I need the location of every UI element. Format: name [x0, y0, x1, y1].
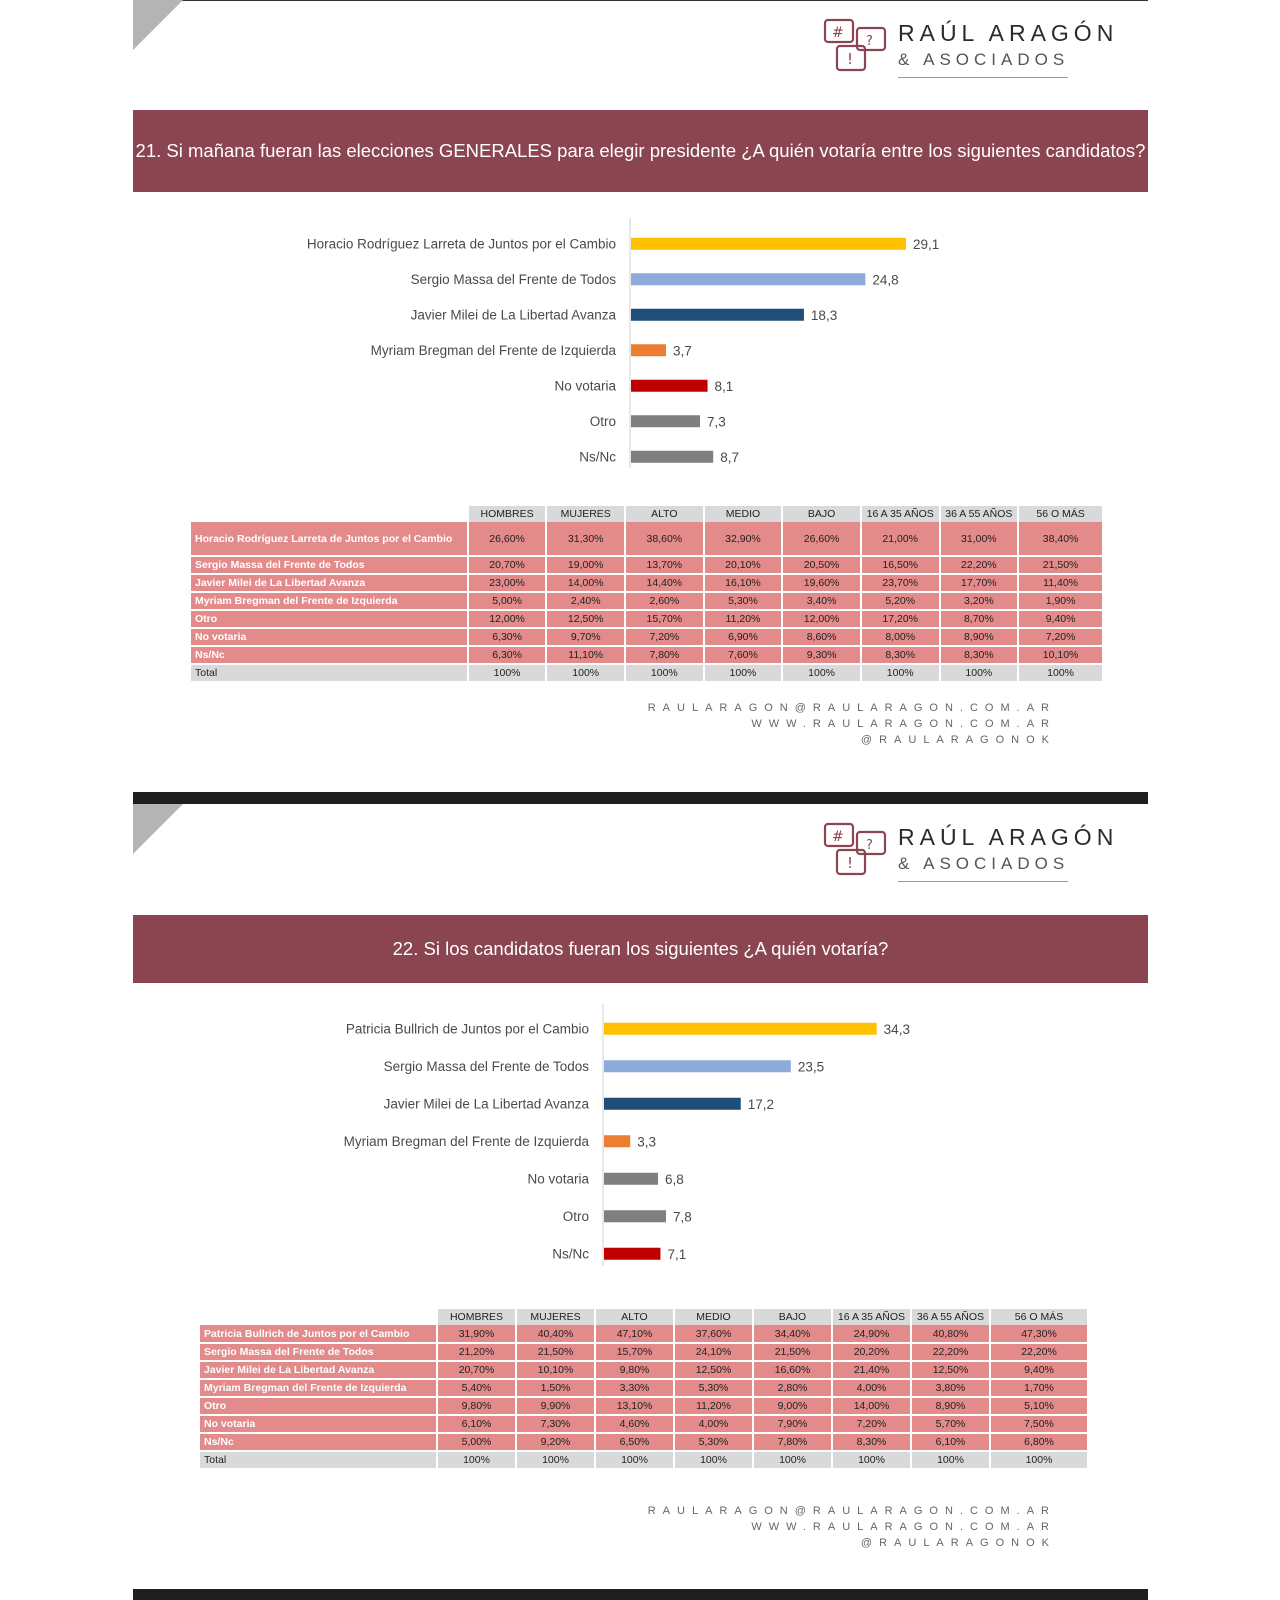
bar: [604, 1023, 877, 1035]
table-row: [190, 610, 1102, 628]
table-cell: 5,00%: [468, 592, 547, 610]
row-label: Sergio Massa del Frente de Todos: [199, 1343, 437, 1361]
bar: [631, 309, 804, 321]
table-cell: 6,80%: [990, 1433, 1087, 1451]
row-label: No votaria: [199, 1415, 437, 1433]
table-row: [199, 1343, 1087, 1361]
table-cell: 21,20%: [437, 1343, 516, 1361]
svg-text:#: #: [832, 829, 844, 845]
value-label: 7,1: [667, 1246, 687, 1262]
table-cell: 6,30%: [468, 646, 547, 664]
table-cell: 100%: [546, 664, 625, 682]
table-cell: 4,00%: [674, 1415, 753, 1433]
row-label: Otro: [190, 610, 468, 628]
table-row: [190, 574, 1102, 592]
table-cell: 5,30%: [704, 592, 783, 610]
table-cell: 7,30%: [516, 1415, 595, 1433]
table-cell: 24,10%: [674, 1343, 753, 1361]
category-label: Horacio Rodríguez Larreta de Juntos por el Cambio: [306, 236, 616, 252]
table-cell: 5,70%: [911, 1415, 990, 1433]
table-cell: 14,00%: [546, 574, 625, 592]
table-cell: 5,30%: [674, 1433, 753, 1451]
table-cell: 13,10%: [595, 1397, 674, 1415]
table-cell: 100%: [595, 1451, 674, 1469]
table-cell: 8,30%: [940, 646, 1019, 664]
table-cell: 6,90%: [704, 628, 783, 646]
table-cell: 22,20%: [990, 1343, 1087, 1361]
bar: [631, 451, 713, 463]
table-row: [190, 556, 1102, 574]
table-cell: 100%: [753, 1451, 832, 1469]
contact-social: @RAULARAGONOK: [860, 1537, 1056, 1549]
table-cell: 20,10%: [704, 556, 783, 574]
table-cell: 22,20%: [940, 556, 1019, 574]
row-label: Total: [199, 1451, 437, 1469]
bar: [604, 1210, 666, 1222]
row-label: Patricia Bullrich de Juntos por el Cambio: [199, 1325, 437, 1343]
value-label: 17,2: [747, 1096, 775, 1112]
value-label: 8,1: [714, 378, 734, 394]
table-cell: 100%: [832, 1451, 911, 1469]
column-header: HOMBRES: [437, 1309, 516, 1325]
bar: [631, 344, 666, 356]
column-header: 36 A 55 AÑOS: [940, 506, 1019, 522]
table-cell: 9,00%: [753, 1397, 832, 1415]
table-cell: 7,80%: [625, 646, 704, 664]
row-label: Ns/Nc: [190, 646, 468, 664]
table-cell: 47,30%: [990, 1325, 1087, 1343]
table-cell: 16,50%: [861, 556, 940, 574]
row-label: Total: [190, 664, 468, 682]
speech-bubbles-icon: [823, 822, 889, 880]
question-title: 21. Si mañana fueran las elecciones GENERALES para elegir presidente ¿A quién votaría entre los siguientes candidatos?: [133, 110, 1148, 192]
category-label: Ns/Nc: [579, 449, 616, 465]
table-cell: 19,60%: [782, 574, 861, 592]
table-cell: 3,40%: [782, 592, 861, 610]
table-row: [190, 592, 1102, 610]
table-cell: 10,10%: [516, 1361, 595, 1379]
brand-name: RAÚL ARAGÓN: [898, 20, 1119, 46]
table-cell: 1,50%: [516, 1379, 595, 1397]
contact-web: WWW.RAULARAGON.COM.AR: [751, 1521, 1056, 1533]
table-cell: 100%: [437, 1451, 516, 1469]
table-row: [199, 1325, 1087, 1343]
contact-web: WWW.RAULARAGON.COM.AR: [751, 718, 1056, 730]
table-cell: 10,10%: [1018, 646, 1102, 664]
table-cell: 12,00%: [468, 610, 547, 628]
table-cell: 31,00%: [940, 522, 1019, 556]
table-cell: 8,30%: [861, 646, 940, 664]
table-cell: 3,20%: [940, 592, 1019, 610]
table-cell: 12,50%: [546, 610, 625, 628]
table-cell: 13,70%: [625, 556, 704, 574]
column-header: MEDIO: [674, 1309, 753, 1325]
table-cell: 2,40%: [546, 592, 625, 610]
table-cell: 16,10%: [704, 574, 783, 592]
column-header: BAJO: [782, 506, 861, 522]
table-cell: 9,40%: [990, 1361, 1087, 1379]
table-cell: 2,80%: [753, 1379, 832, 1397]
table-cell: 16,60%: [753, 1361, 832, 1379]
table-cell: 40,40%: [516, 1325, 595, 1343]
category-label: Patricia Bullrich de Juntos por el Cambio: [345, 1021, 589, 1037]
table-cell: 24,90%: [832, 1325, 911, 1343]
table-cell: 100%: [782, 664, 861, 682]
table-row: [190, 522, 1102, 556]
row-label: Myriam Bregman del Frente de Izquierda: [190, 592, 468, 610]
table-cell: 21,00%: [861, 522, 940, 556]
column-header: HOMBRES: [468, 506, 547, 522]
table-cell: 8,00%: [861, 628, 940, 646]
table-cell: 38,60%: [625, 522, 704, 556]
table-cell: 6,10%: [911, 1433, 990, 1451]
crosstab-header-row: [199, 1309, 1087, 1325]
value-label: 23,5: [797, 1059, 825, 1075]
brand-underline: [898, 881, 1068, 882]
speech-bubbles-icon: [823, 18, 889, 76]
table-cell: 11,40%: [1018, 574, 1102, 592]
category-label: Javier Milei de La Libertad Avanza: [383, 1096, 589, 1112]
column-header: ALTO: [595, 1309, 674, 1325]
table-cell: 100%: [468, 664, 547, 682]
table-row: [199, 1415, 1087, 1433]
table-cell: 21,50%: [753, 1343, 832, 1361]
row-label: Javier Milei de La Libertad Avanza: [199, 1361, 437, 1379]
table-cell: 100%: [990, 1451, 1087, 1469]
svg-text:#: #: [832, 25, 844, 41]
column-header: MEDIO: [704, 506, 783, 522]
slide-top-border: [133, 0, 1148, 1]
table-row: [199, 1433, 1087, 1451]
table-cell: 15,70%: [625, 610, 704, 628]
column-header: 36 A 55 AÑOS: [911, 1309, 990, 1325]
table-cell: 21,50%: [516, 1343, 595, 1361]
table-cell: 2,60%: [625, 592, 704, 610]
table-cell: 20,20%: [832, 1343, 911, 1361]
table-cell: 20,50%: [782, 556, 861, 574]
value-label: 29,1: [912, 236, 940, 252]
table-cell: 100%: [674, 1451, 753, 1469]
table-cell: 14,00%: [832, 1397, 911, 1415]
table-cell: 15,70%: [595, 1343, 674, 1361]
bar: [631, 380, 708, 392]
row-label: Sergio Massa del Frente de Todos: [190, 556, 468, 574]
svg-text:!: !: [847, 854, 854, 872]
table-cell: 1,90%: [1018, 592, 1102, 610]
brand-logo: [823, 18, 1133, 80]
contact-block: [648, 700, 1056, 748]
table-cell: 20,70%: [468, 556, 547, 574]
table-cell: 100%: [704, 664, 783, 682]
row-label: Otro: [199, 1397, 437, 1415]
svg-text:?: ?: [866, 34, 873, 49]
row-label: Ns/Nc: [199, 1433, 437, 1451]
bar: [604, 1060, 791, 1072]
contact-block: [648, 1503, 1056, 1551]
table-cell: 1,70%: [990, 1379, 1087, 1397]
table-cell: 7,20%: [832, 1415, 911, 1433]
category-label: Javier Milei de La Libertad Avanza: [410, 307, 616, 323]
table-cell: 100%: [940, 664, 1019, 682]
table-cell: 3,80%: [911, 1379, 990, 1397]
table-cell: 5,10%: [990, 1397, 1087, 1415]
column-header: 16 A 35 AÑOS: [832, 1309, 911, 1325]
total-row: [190, 664, 1102, 682]
table-cell: 6,10%: [437, 1415, 516, 1433]
table-cell: 9,30%: [782, 646, 861, 664]
table-cell: 100%: [861, 664, 940, 682]
table-cell: 17,20%: [861, 610, 940, 628]
brand-name: RAÚL ARAGÓN: [898, 824, 1119, 850]
table-cell: 100%: [516, 1451, 595, 1469]
table-cell: 23,70%: [861, 574, 940, 592]
table-cell: 100%: [911, 1451, 990, 1469]
table-cell: 20,70%: [437, 1361, 516, 1379]
table-cell: 6,50%: [595, 1433, 674, 1451]
table-cell: 7,60%: [704, 646, 783, 664]
table-cell: 34,40%: [753, 1325, 832, 1343]
column-header: BAJO: [753, 1309, 832, 1325]
table-cell: 7,90%: [753, 1415, 832, 1433]
table-cell: 7,20%: [1018, 628, 1102, 646]
table-cell: 8,60%: [782, 628, 861, 646]
bar-chart-q21: [133, 218, 1148, 468]
category-label: Sergio Massa del Frente de Todos: [410, 271, 616, 287]
bar: [631, 415, 700, 427]
table-cell: 100%: [625, 664, 704, 682]
value-label: 34,3: [883, 1021, 910, 1037]
slide-divider: [133, 1589, 1148, 1600]
category-label: Sergio Massa del Frente de Todos: [383, 1058, 589, 1074]
svg-text:?: ?: [866, 838, 873, 853]
bar: [604, 1248, 660, 1260]
question-title: 22. Si los candidatos fueran los siguientes ¿A quién votaría?: [133, 915, 1148, 983]
table-cell: 21,40%: [832, 1361, 911, 1379]
category-label: Myriam Bregman del Frente de Izquierda: [343, 1133, 589, 1149]
bar: [631, 273, 865, 285]
crosstab-corner: [199, 1309, 437, 1325]
table-cell: 38,40%: [1018, 522, 1102, 556]
category-label: No votaria: [554, 378, 616, 394]
table-cell: 5,40%: [437, 1379, 516, 1397]
table-cell: 8,30%: [832, 1433, 911, 1451]
category-label: No votaria: [527, 1171, 589, 1187]
crosstab-corner: [190, 506, 468, 522]
crosstab-header-row: [190, 506, 1102, 522]
value-label: 7,3: [706, 414, 726, 430]
table-cell: 19,00%: [546, 556, 625, 574]
table-cell: 26,60%: [782, 522, 861, 556]
table-cell: 5,30%: [674, 1379, 753, 1397]
row-label: Horacio Rodríguez Larreta de Juntos por el Cambio: [190, 522, 468, 556]
slide-question-21: [133, 0, 1148, 792]
category-label: Otro: [589, 413, 616, 429]
table-cell: 11,10%: [546, 646, 625, 664]
table-cell: 9,20%: [516, 1433, 595, 1451]
column-header: 56 O MÁS: [1018, 506, 1102, 522]
table-cell: 9,80%: [595, 1361, 674, 1379]
table-cell: 7,50%: [990, 1415, 1087, 1433]
table-cell: 14,40%: [625, 574, 704, 592]
column-header: 56 O MÁS: [990, 1309, 1087, 1325]
table-cell: 9,40%: [1018, 610, 1102, 628]
table-cell: 8,90%: [911, 1397, 990, 1415]
category-label: Myriam Bregman del Frente de Izquierda: [370, 342, 616, 358]
table-cell: 100%: [1018, 664, 1102, 682]
column-header: ALTO: [625, 506, 704, 522]
table-cell: 6,30%: [468, 628, 547, 646]
slide-divider: [133, 792, 1148, 804]
category-label: Ns/Nc: [552, 1246, 589, 1262]
table-cell: 9,80%: [437, 1397, 516, 1415]
bar: [604, 1173, 658, 1185]
row-label: Javier Milei de La Libertad Avanza: [190, 574, 468, 592]
brand-underline: [898, 77, 1068, 78]
brand-subtitle: & ASOCIADOS: [898, 50, 1070, 69]
table-cell: 7,20%: [625, 628, 704, 646]
svg-text:!: !: [847, 50, 854, 68]
contact-email: RAULARAGON@RAULARAGON.COM.AR: [647, 1505, 1056, 1517]
bar-chart-q22: [133, 1004, 1148, 1266]
table-row: [199, 1361, 1087, 1379]
brand-subtitle: & ASOCIADOS: [898, 854, 1070, 873]
table-cell: 9,70%: [546, 628, 625, 646]
value-label: 3,7: [672, 343, 692, 359]
table-cell: 11,20%: [704, 610, 783, 628]
page-corner-fold: [133, 804, 183, 854]
contact-email: RAULARAGON@RAULARAGON.COM.AR: [647, 702, 1056, 714]
table-cell: 40,80%: [911, 1325, 990, 1343]
table-cell: 37,60%: [674, 1325, 753, 1343]
table-cell: 9,90%: [516, 1397, 595, 1415]
table-cell: 23,00%: [468, 574, 547, 592]
table-cell: 47,10%: [595, 1325, 674, 1343]
table-cell: 32,90%: [704, 522, 783, 556]
value-label: 7,8: [673, 1209, 692, 1225]
bar: [604, 1135, 630, 1147]
page-corner-fold: [133, 0, 183, 50]
table-cell: 17,70%: [940, 574, 1019, 592]
brand-logo: [823, 822, 1133, 884]
table-row: [190, 646, 1102, 664]
row-label: No votaria: [190, 628, 468, 646]
table-cell: 5,00%: [437, 1433, 516, 1451]
table-cell: 4,00%: [832, 1379, 911, 1397]
column-header: MUJERES: [516, 1309, 595, 1325]
table-row: [199, 1379, 1087, 1397]
crosstab-q22: [198, 1309, 1087, 1470]
total-row: [199, 1451, 1087, 1469]
table-cell: 26,60%: [468, 522, 547, 556]
table-cell: 7,80%: [753, 1433, 832, 1451]
crosstab-q21: [189, 506, 1102, 683]
table-cell: 3,30%: [595, 1379, 674, 1397]
value-label: 18,3: [810, 307, 838, 323]
bar: [631, 238, 906, 250]
table-cell: 12,50%: [911, 1361, 990, 1379]
category-label: Otro: [562, 1208, 589, 1224]
table-cell: 31,30%: [546, 522, 625, 556]
column-header: 16 A 35 AÑOS: [861, 506, 940, 522]
value-label: 3,3: [637, 1134, 657, 1150]
table-row: [190, 628, 1102, 646]
value-label: 6,8: [665, 1171, 684, 1187]
table-cell: 8,90%: [940, 628, 1019, 646]
table-cell: 4,60%: [595, 1415, 674, 1433]
slide-question-22: [133, 804, 1148, 1589]
table-row: [199, 1397, 1087, 1415]
table-cell: 31,90%: [437, 1325, 516, 1343]
table-cell: 21,50%: [1018, 556, 1102, 574]
column-header: MUJERES: [546, 506, 625, 522]
bar: [604, 1098, 741, 1110]
table-cell: 5,20%: [861, 592, 940, 610]
value-label: 8,7: [720, 449, 739, 465]
value-label: 24,8: [872, 272, 899, 288]
table-cell: 11,20%: [674, 1397, 753, 1415]
contact-social: @RAULARAGONOK: [860, 734, 1056, 746]
row-label: Myriam Bregman del Frente de Izquierda: [199, 1379, 437, 1397]
table-cell: 12,00%: [782, 610, 861, 628]
table-cell: 8,70%: [940, 610, 1019, 628]
table-cell: 12,50%: [674, 1361, 753, 1379]
table-cell: 22,20%: [911, 1343, 990, 1361]
